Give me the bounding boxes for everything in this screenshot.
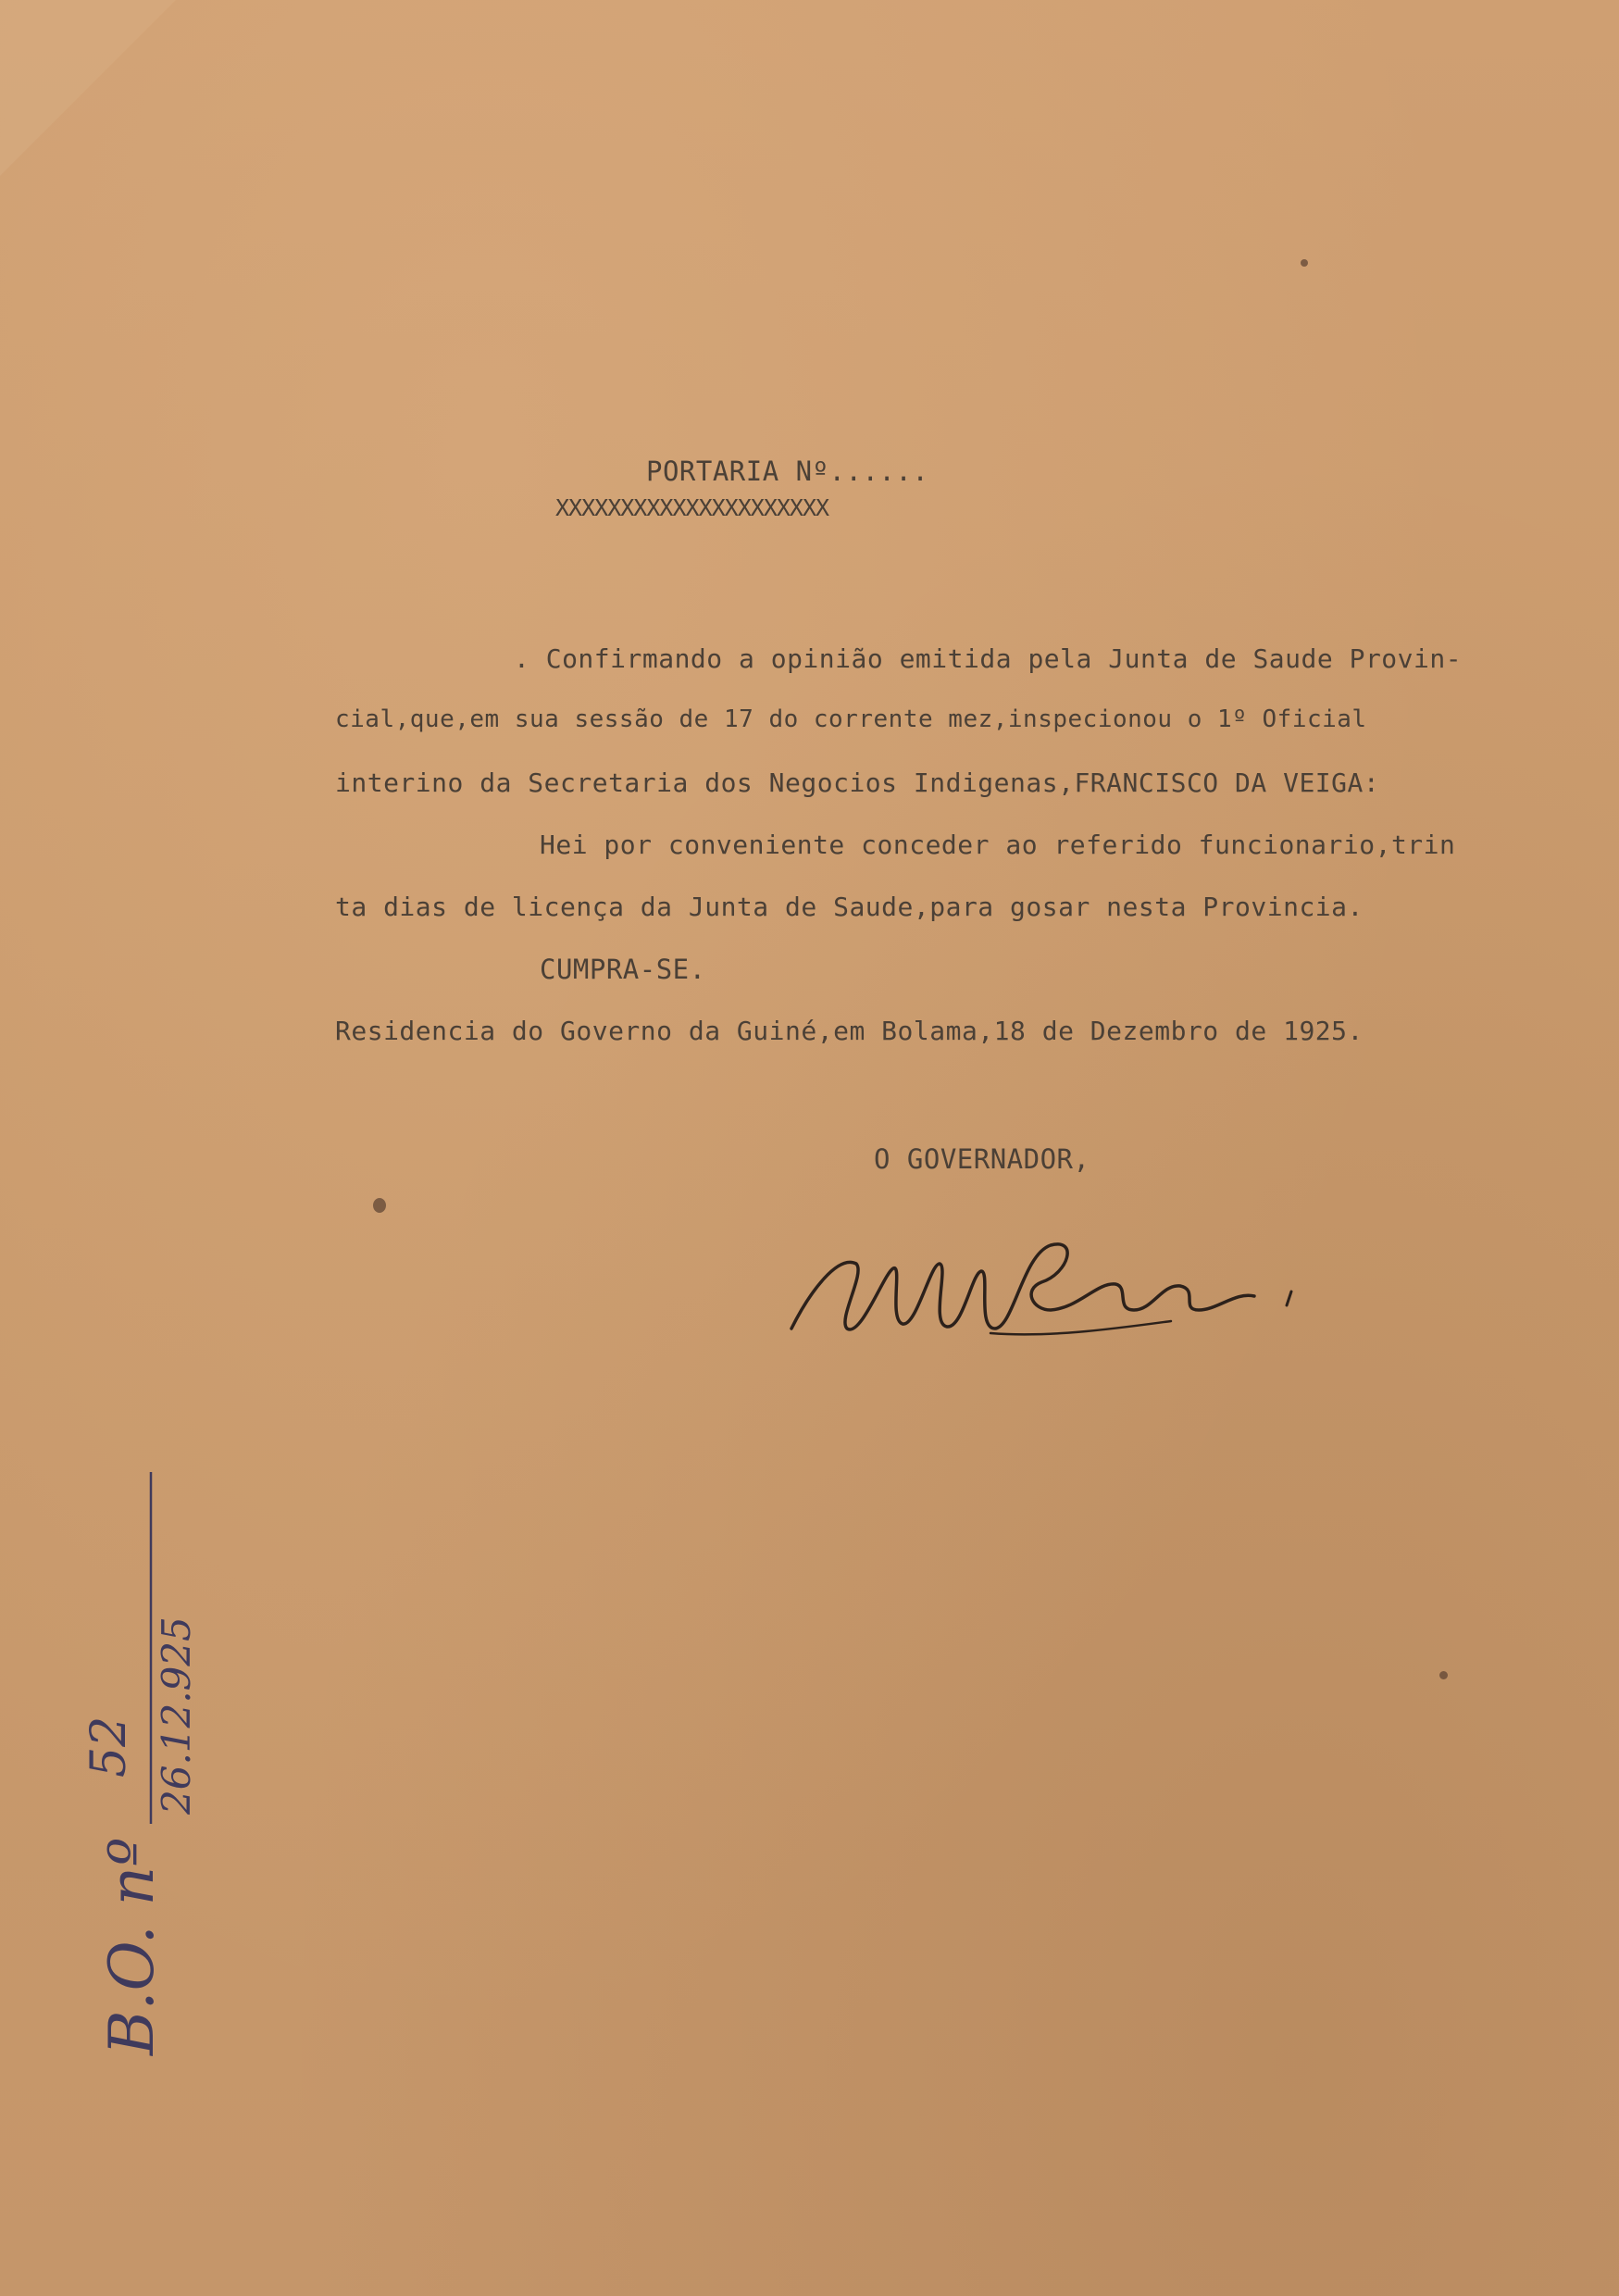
document-heading: PORTARIA Nº...... — [646, 455, 929, 487]
svg-text:52: 52 — [81, 1716, 137, 1778]
cumpra-se: CUMPRA-SE. — [540, 954, 706, 985]
heading-underline: XXXXXXXXXXXXXXXXXXXXX — [555, 494, 829, 521]
body-line-4: Hei por conveniente conceder ao referido funcionario,trin — [540, 830, 1456, 860]
governor-signature — [773, 1217, 1310, 1366]
body-line-1: . Confirmando a opinião emitida pela Junta de Saude Provin- — [514, 643, 1463, 674]
svg-text:26.12.925: 26.12.925 — [154, 1616, 199, 1815]
ink-spot — [373, 1198, 386, 1213]
margin-annotation — [65, 1416, 199, 2083]
ink-spot — [1301, 259, 1308, 267]
ink-spot — [1439, 1671, 1448, 1679]
body-line-5: ta dias de licença da Junta de Saude,para gosar nesta Provincia. — [335, 892, 1364, 922]
closing-title: O GOVERNADOR, — [874, 1143, 1090, 1175]
svg-text:B.O. nº: B.O. nº — [96, 1837, 168, 2055]
body-line-3: interino da Secretaria dos Negocios Indigenas,FRANCISCO DA VEIGA: — [335, 767, 1380, 798]
body-line-2: cial,que,em sua sessão de 17 do corrente mez,inspecionou o 1º Oficial — [335, 705, 1367, 733]
date-line: Residencia do Governo da Guiné,em Bolama,18 de Dezembro de 1925. — [335, 1016, 1364, 1046]
folded-corner — [0, 0, 176, 176]
